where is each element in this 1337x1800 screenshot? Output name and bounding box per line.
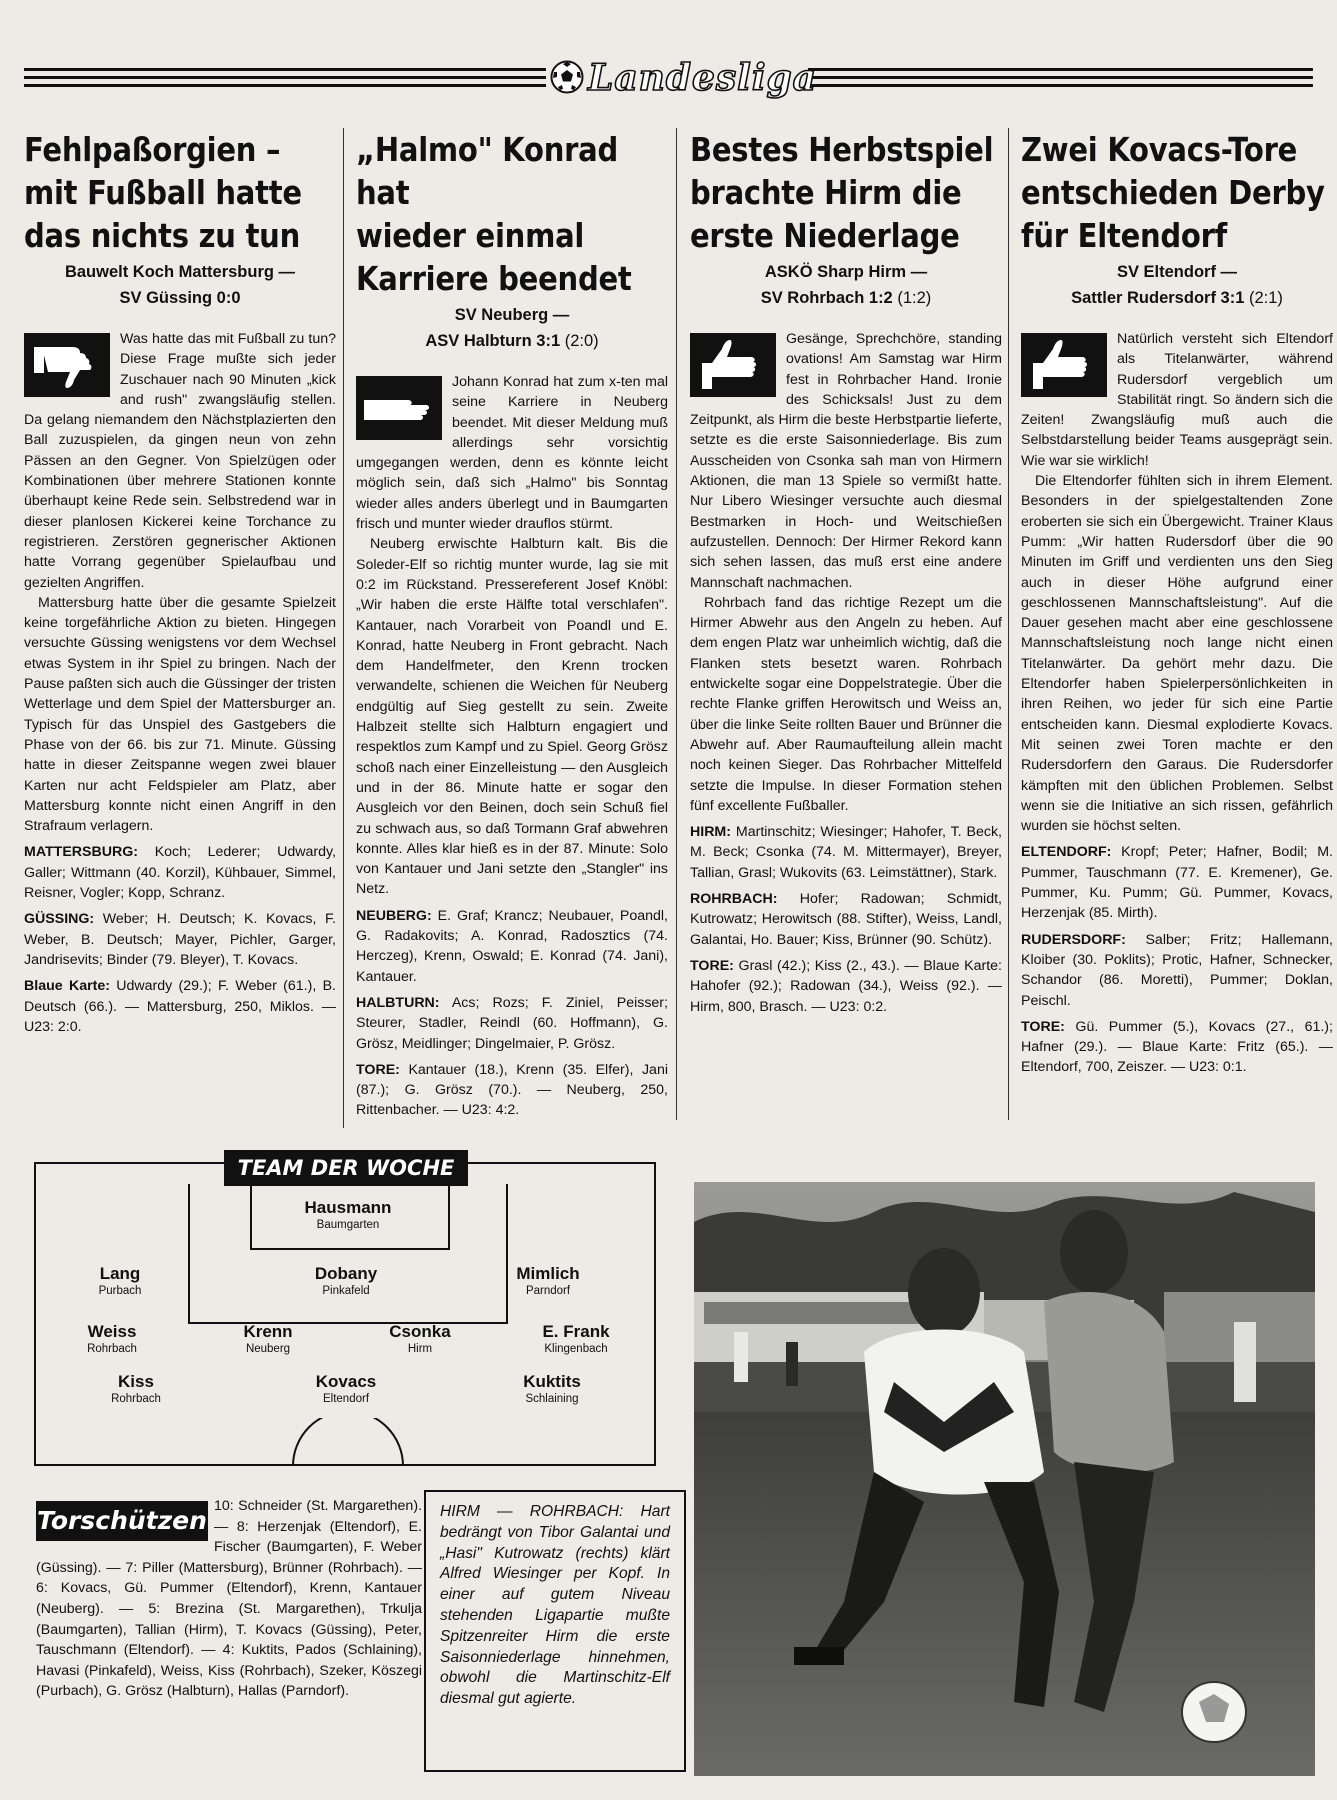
- article-hirm-rohrbach: [690, 128, 1002, 1017]
- section-title: Landesliga: [588, 57, 818, 99]
- masthead-rule-right: [808, 68, 1313, 90]
- match-photo: [694, 1182, 1315, 1776]
- thumbs-down-icon: [24, 333, 110, 397]
- thumbs-up-icon: [690, 333, 776, 397]
- article-body: Gesänge, Sprechchöre, standing ovations! Am Samstag war Hirm fest in Rohrbacher Hand. Ironie des Schicksals! Just zu dem Zeitpunkt, als Hirm die beste Herbstpartie lieferte, setzte es die erste Saisonniederlage. Bis zum Ausscheiden von Csonka sah man von Hirmern Aktionen, die man 13 Spiele so vermißt hatte. Nur Libero Wiesinger versuchte auch diesmal Bestmarken in Hoch- und Weitschießen aufzustellen. Dennoch: Der Hirmer Rekord kann sich sehen lassen, das muß erst eine andere Mannschaft nachmachen. Rohrbach fand das richtige Rezept um die Hirmer Abwehr aus den Angeln zu heben. Auf dem engen Platz war unheimlich wichtig, daß die Flanken stets besetzt waren. Rohrbach entwickelte sogar eine Doppelstrategie. Über die rechte Flanke griffen Herowitsch und Weiss an, über die linke Seite rollten Bauer und Brünner die Abwehr auf. Aber Raumaufteilung allein macht noch keinen Sieger. Das Rohrbacher Mittelfeld setzte die Impulse. In dieser Formation stehen fünf excellente Fußballer. HIRM: Martinschitz; Wiesinger; Hahofer, T. Beck, M. Beck; Csonka (74. M. Mittermayer), Breyer, Tallian, Grasl; Wukovits (63. Leimstättner), Stark. ROHRBACH: Hofer; Radowan; Schmidt, Kutrowatz; Herowitsch (88. Stifter), Weiss, Landl, Galantai, Ho. Bauer; Kiss, Brünner (90. Schütz). TORE: Grasl (42.); Kiss (2., 43.). — Blaue Karte: Hahofer (92.); Radowan (34.), Weiss (92.). — Hirm, 800, Brasch. — U23: 0:2.: [690, 329, 1002, 1017]
- match-teams: SV Neuberg — ASV Halbturn 3:1 (2:0): [425, 306, 599, 350]
- player-card: Kovacs Eltendorf: [315, 1372, 377, 1405]
- hand-flat-icon: [356, 376, 442, 440]
- torschuetzen-label: Torschützen: [36, 1501, 208, 1541]
- lineup-stats: MATTERSBURG: Koch; Lederer; Udwardy, Galler; Wittmann (40. Korzil), Kühbauer, Simmel, Reisner, Vogler; Kopp, Schranz.: [24, 844, 336, 902]
- article-neuberg-halbturn: [356, 128, 668, 1121]
- player-card: Csonka Hirm: [389, 1322, 451, 1355]
- column-divider: [343, 128, 344, 1128]
- article-mattersburg-guessing: [24, 128, 336, 1037]
- lineup-stats: RUDERSDORF: Salber; Fritz; Hallemann, Kloiber (30. Poklits); Protic, Hafner, Schnecker, Schandor (86. Moretti), Pummer; Doklan, Peischl.: [1021, 931, 1333, 1009]
- masthead-rule-left: [24, 68, 546, 90]
- player-card: E. Frank Klingenbach: [542, 1322, 610, 1355]
- article-headline: „Halmo" Konrad hat wieder einmal Karriere beendet: [356, 130, 632, 298]
- lineup-stats: ELTENDORF: Kropf; Peter; Hafner, Bodil; M. Pummer, Tauschmann (77. E. Kremener), Ge. Pummer, Ku. Pumm; Gü. Pummer, Kovacs, Herzenjak (85. Mirth).: [1021, 844, 1333, 922]
- lineup-stats: HALBTURN: Acs; Rozs; F. Ziniel, Peisser; Steurer, Stadler, Reindl (60. Hoffmann), G. Grösz, Meidlinger; Dingelmaier, P. Grösz.: [356, 994, 668, 1052]
- team-der-woche-pitch: [34, 1156, 656, 1466]
- article-body: Johann Konrad hat zum x-ten mal seine Karriere in Neuberg beendet. Mit dieser Meldung muß allerdings sehr vorsichtig umgegangen werden, denn es könnte leicht möglich sein, daß sich „Halmo" bis Sonntag wieder alles anders überlegt und in Baumgarten frisch und munter wieder drauflos stürmt. Neuberg erwischte Halbturn kalt. Bis die Soleder-Elf so richtig munter wurde, lag sie mit 0:2 im Rückstand. Pressereferent Josef Knöbl: „Wir haben die erste Hälfte total verschlafen". Kantauer, nach Vorarbeit von Poandl und E. Konrad, hatte Neuberg in Front gebracht. Nach dem Handelfmeter, den Krenn trocken verwandelte, schienen die Weichen für Neuberg endgültig auf Sieg gestellt zu sein. Zweite Halbzeit stellte sich Halbturn engagiert und respektlos zum Kampf und zu Spiel. Georg Grösz schoß nach einer Einzelleistung — den Ausgleich und in der 86. Minute hatte er sogar den Ausgleich vor den Beinen, doch sein Schuß fiel zu schwach aus, so daß Tormann Graf abwehren konnte. Alles klar hieß es in der 87. Minute: Solo von Kantauer und Jani setzte den „Stangler" ins Netz. NEUBERG: E. Graf; Krancz; Neubauer, Poandl, G. Radakovits; A. Konrad, Radosztics (74. Herczeg), Krenn, Oswald; E. Konrad (74. Jani), Kantauer. HALBTURN: Acs; Rozs; F. Ziniel, Peisser; Steurer, Stadler, Reindl (60. Hoffmann), G. Grösz, Meidlinger; Dingelmaier, P. Grösz. TORE: Kantauer (18.), Krenn (35. Elfer), Jani (87.); G. Grösz (70.). — Neuberg, 250, Rittenbacher. — U23: 4:2.: [356, 372, 668, 1121]
- team-der-woche-title: TEAM DER WOCHE: [224, 1150, 468, 1186]
- lineup-stats: GÜSSING: Weber; H. Deutsch; K. Kovacs, F. Weber, B. Deutsch; Mayer, Pichler, Garger, Jandrisevits; Binder (79. Bleyer), T. Kovacs.: [24, 911, 336, 968]
- column-divider: [1008, 128, 1009, 1120]
- player-card: Hausmann Baumgarten: [304, 1198, 392, 1231]
- match-teams: Bauwelt Koch Mattersburg — SV Güssing 0:0: [64, 263, 296, 307]
- lineup-stats: TORE: Gü. Pummer (5.), Kovacs (27., 61.); Hafner (29.). — Blaue Karte: Fritz (65.). — Eltendorf, 700, Zeiszer. — U23: 0:1.: [1021, 1018, 1333, 1076]
- lineup-stats: HIRM: Martinschitz; Wiesinger; Hahofer, T. Beck, M. Beck; Csonka (74. M. Mittermayer), Breyer, Tallian, Grasl; Wukovits (63. Leimstättner), Stark.: [690, 824, 1002, 881]
- article-eltendorf-rudersdorf: [1021, 128, 1333, 1078]
- soccer-ball-icon: [550, 60, 584, 94]
- lineup-stats: ROHRBACH: Hofer; Radowan; Schmidt, Kutrowatz; Herowitsch (88. Stifter), Weiss, Landl, Galantai, Ho. Bauer; Kiss, Brünner (90. Schütz).: [690, 891, 1002, 948]
- player-card: Lang Purbach: [98, 1264, 142, 1297]
- player-card: Dobany Pinkafeld: [314, 1264, 378, 1297]
- player-card: Weiss Rohrbach: [87, 1322, 137, 1355]
- player-card: Kuktits Schlaining: [523, 1372, 581, 1405]
- thumbs-up-icon: [1021, 333, 1107, 397]
- lineup-stats: NEUBERG: E. Graf; Krancz; Neubauer, Poandl, G. Radakovits; A. Konrad, Radosztics (74. Herczeg), Krenn, Oswald; E. Konrad (74. Jani), Kantauer.: [356, 907, 668, 985]
- masthead-badge: [550, 56, 818, 100]
- lineup-stats: Blaue Karte: Udwardy (29.); F. Weber (61.), B. Deutsch (66.). — Mattersburg, 250, Miklos. — U23: 2:0.: [24, 978, 336, 1035]
- article-headline: Bestes Herbstspiel brachte Hirm die erste Niederlage: [690, 130, 994, 255]
- match-teams: SV Eltendorf — Sattler Rudersdorf 3:1 (2:1): [1071, 263, 1283, 307]
- column-divider: [676, 128, 677, 1120]
- torschuetzen-list: 10: Schneider (St. Margarethen). — 8: Herzenjak (Eltendorf), E. Fischer (Baumgarten), F. Weber (Güssing). — 7: Piller (Mattersburg), Brünner (Rohrbach). — 6: Kovacs, Gü. Pummer (Eltendorf), Krenn, Kantauer (Neuberg). — 5: Brezina (St. Margarethen), Trkulja (Baumgarten), Tallian (Hirm), T. Kovacs (Güssing), Peter, Tauschmann (Eltendorf). — 4: Kuktits, Pados (Schlaining), Havasi (Pinkafeld), Weiss, Kiss (Rohrbach), Szeker, Köszegi (Purbach), G. Grösz (Halbturn), Hallas (Parndorf).: [36, 1498, 422, 1700]
- article-headline: Zwei Kovacs-Tore entschieden Derby für Eltendorf: [1021, 130, 1325, 255]
- player-card: Krenn Neuberg: [243, 1322, 293, 1355]
- match-teams: ASKÖ Sharp Hirm — SV Rohrbach 1:2 (1:2): [760, 263, 932, 307]
- center-circle-arc: [291, 1418, 405, 1478]
- article-headline: Fehlpaßorgien – mit Fußball hatte das nichts zu tun: [24, 130, 302, 255]
- photo-caption: HIRM — ROHRBACH: Hart bedrängt von Tibor Galantai und „Hasi" Kutrowatz (rechts) klärt Alfred Wiesinger per Kopf. In einer auf gutem Niveau stehenden Ligapartie mußte Spitzenreiter Hirm die erste Saisonniederlage hinnehmen, obwohl die Martinschitz-Elf diesmal gut agierte.: [424, 1490, 686, 1772]
- player-card: Mimlich Parndorf: [516, 1264, 580, 1297]
- lineup-stats: TORE: Kantauer (18.), Krenn (35. Elfer), Jani (87.); G. Grösz (70.). — Neuberg, 250, Rittenbacher. — U23: 4:2.: [356, 1061, 668, 1119]
- player-card: Kiss Rohrbach: [111, 1372, 161, 1405]
- article-body: Was hatte das mit Fußball zu tun? Diese Frage mußte sich jeder Zuschauer nach 90 Minuten „kick and rush" zwangsläufig stellen. Da gelang niemandem den Nächstplazierten den Ball zuzuspielen, da gingen neun von zehn Pässen an den Gegner. Von Spielzügen oder Kombinationen über mehrere Stationen konnte überhaupt keine Rede sein. Selbstredend war in dieser planlosen Kickerei keine Torchance zu registrieren. Zerstören gegnerischer Aktionen hatte Vorrang gegenüber Spielaufbau und gezielten Angriffen. Mattersburg hatte über die gesamte Spielzeit keine torgefährliche Aktion zu bieten. Hingegen versuchte Güssing wenigstens vor dem Wechsel etwas System in ihr Spiel zu bringen. Nach der Pause paßten sich auch die Güssinger der tristen Wetterlage und dem Spiel der Mattersburger an. Typisch für das Unspiel des Gastgebers die Phase von der 66. bis zur 71. Minute. Güssing hatte in dieser Zeitspanne wegen zwei blauer Karten nur acht Feldspieler am Platz, aber Mattersburg konnte nicht einen Angriff in den Strafraum verlagern. MATTERSBURG: Koch; Lederer; Udwardy, Galler; Wittmann (40. Korzil), Kühbauer, Simmel, Reisner, Vogler; Kopp, Schranz. GÜSSING: Weber; H. Deutsch; K. Kovacs, F. Weber, B. Deutsch; Mayer, Pichler, Garger, Jandrisevits; Binder (79. Bleyer), T. Kovacs. Blaue Karte: Udwardy (29.); F. Weber (61.), B. Deutsch (66.). — Mattersburg, 250, Miklos. — U23: 2:0.: [24, 329, 336, 1037]
- article-body: Natürlich versteht sich Eltendorf als Titelanwärter, während Rudersdorf vergeblich um Stabilität ringt. So ändern sich die Zeiten! Zwangsläufig muß auch die Selbstdarstellung beider Teams ausgeprägt sein. Wie war sie wirklich! Die Eltendorfer fühlten sich in ihrem Element. Besonders in der spielgestaltenden Zone eroberten sie sich ein Übergewicht. Trainer Klaus Pumm: „Wir hatten Rudersdorf über die 90 Minuten im Griff und verdienten uns den Sieg auch in dieser Höhe aufgrund einer geschlossenen Mannschaftsleistung". Auf die Dauer gesehen macht aber eine geschlossene Mannschaftsleistung noch lange nicht einen Titelanwärter. Da gehört mehr dazu. Die Eltendorfer haben Spielerpersönlichkeiten in ihren Reihen, wo jeder für sich eine Partie entscheiden kann. Diesmal explodierte Kovacs. Mit seinen zwei Toren machte er den Rudersdorfern den Garaus. Die Rudersdorfer kämpften mit den üblichen Problemen. Selbst wenn sie die Initiative an sich rissen, gefährlich wurden sie höchst selten. ELTENDORF: Kropf; Peter; Hafner, Bodil; M. Pummer, Tauschmann (77. E. Kremener), Ge. Pummer, Ku. Pumm; Gü. Pummer, Kovacs, Herzenjak (85. Mirth). RUDERSDORF: Salber; Fritz; Hallemann, Kloiber (30. Poklits); Protic, Hafner, Schnecker, Schandor (86. Moretti), Pummer; Doklan, Peischl. TORE: Gü. Pummer (5.), Kovacs (27., 61.); Hafner (29.). — Blaue Karte: Fritz (65.). — Eltendorf, 700, Zeiszer. — U23: 0:1.: [1021, 329, 1333, 1078]
- lineup-stats: TORE: Grasl (42.); Kiss (2., 43.). — Blaue Karte: Hahofer (92.); Radowan (34.), Weiss (92.). — Hirm, 800, Brasch. — U23: 0:2.: [690, 957, 1002, 1015]
